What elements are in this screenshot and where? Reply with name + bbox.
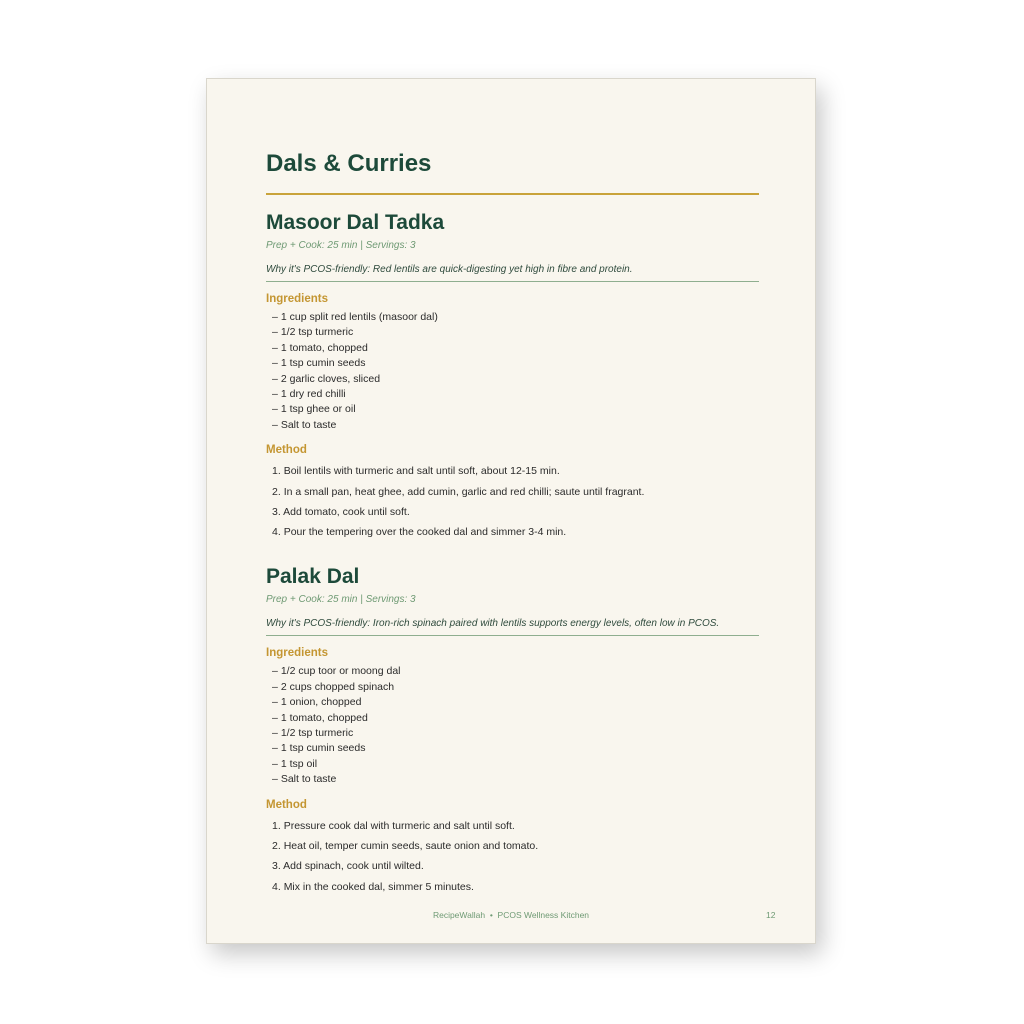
footer-book-title: PCOS Wellness Kitchen (497, 910, 590, 920)
ingredients-list (266, 664, 759, 787)
dash-bullet: – (272, 757, 278, 770)
ingredient-item: – 1/2 tsp turmeric (272, 326, 354, 339)
recipe-title: Masoor Dal Tadka (266, 211, 445, 234)
recipe-meta: Prep + Cook: 25 min | Servings: 3 (266, 240, 416, 251)
dash-bullet: – (272, 403, 278, 416)
recipe-why: Why it's PCOS-friendly: Iron-rich spinach paired with lentils supports energy levels, often low in PCOS. (266, 617, 759, 636)
dash-bullet: – (272, 742, 278, 755)
ingredient-item: – 1 dry red chilli (272, 388, 346, 401)
ingredient-item: – 1 tsp cumin seeds (272, 357, 366, 370)
dash-bullet: – (272, 680, 278, 693)
recipe-meta: Prep + Cook: 25 min | Servings: 3 (266, 594, 416, 606)
method-step: 3. Add tomato, cook until soft. (272, 505, 410, 518)
dash-bullet: – (272, 711, 278, 724)
ingredient-item: – Salt to taste (272, 773, 337, 786)
page-number: 12 (766, 910, 776, 920)
ingredients-list (266, 310, 759, 433)
ingredient-item: – 1 tomato, chopped (272, 711, 368, 724)
dash-bullet: – (272, 727, 278, 740)
ingredient-item: – 1 cup split red lentils (masoor dal) (272, 311, 438, 323)
method-step: 2. In a small pan, heat ghee, add cumin, garlic and red chilli; saute until fragrant. (272, 485, 645, 498)
dash-bullet: – (272, 388, 278, 401)
method-step: 2. Heat oil, temper cumin seeds, saute onion and tomato. (272, 839, 539, 852)
dash-bullet: – (272, 326, 278, 339)
recipe-masoor-dal-tadka (266, 210, 759, 542)
method-step: 3. Add spinach, cook until wilted. (272, 860, 424, 873)
method-list (266, 461, 759, 542)
dash-bullet: – (272, 418, 278, 431)
dash-bullet: – (272, 357, 278, 370)
dash-bullet: – (272, 341, 278, 354)
ingredients-heading: Ingredients (266, 293, 328, 305)
ingredient-item: – 1 onion, chopped (272, 696, 362, 709)
ingredient-item: – Salt to taste (272, 418, 337, 431)
method-step: 4. Mix in the cooked dal, simmer 5 minutes. (272, 880, 474, 893)
ingredient-item: – 1 tsp ghee or oil (272, 403, 356, 416)
method-step: 4. Pour the tempering over the cooked dal and simmer 3-4 min. (272, 526, 567, 539)
method-heading: Method (266, 798, 307, 811)
ingredient-item: – 2 cups chopped spinach (272, 680, 395, 693)
section-title: Dals & Curries (266, 150, 432, 177)
method-step: 1. Boil lentils with turmeric and salt until soft, about 12-15 min. (272, 465, 560, 478)
dash-bullet: – (272, 696, 278, 709)
ingredient-item: – 1 tomato, chopped (272, 341, 368, 354)
dash-bullet: – (272, 311, 278, 323)
method-list (266, 816, 759, 897)
dash-bullet: – (272, 773, 278, 786)
footer-brand: RecipeWallah (432, 910, 486, 920)
ingredient-item: – 1 tsp cumin seeds (272, 742, 366, 755)
footer-separator: • (489, 910, 493, 920)
method-heading: Method (266, 444, 307, 457)
ingredient-item: – 1/2 cup toor or moong dal (272, 665, 401, 678)
dash-bullet: – (272, 372, 278, 385)
dash-bullet: – (272, 665, 278, 678)
method-step: 1. Pressure cook dal with turmeric and salt until soft. (272, 819, 515, 832)
recipe-palak-dal (266, 564, 759, 896)
ingredient-item: – 2 garlic cloves, sliced (272, 372, 381, 385)
recipe-why: Why it's PCOS-friendly: Red lentils are quick-digesting yet high in fibre and protein. (266, 263, 759, 282)
page-content (266, 149, 759, 897)
recipe-title: Palak Dal (266, 565, 360, 589)
ingredient-item: – 1 tsp oil (272, 757, 318, 770)
section-divider (266, 193, 759, 195)
ingredient-item: – 1/2 tsp turmeric (272, 727, 354, 740)
document-page (206, 78, 816, 944)
ingredients-heading: Ingredients (266, 647, 328, 660)
page-footer (207, 910, 815, 920)
